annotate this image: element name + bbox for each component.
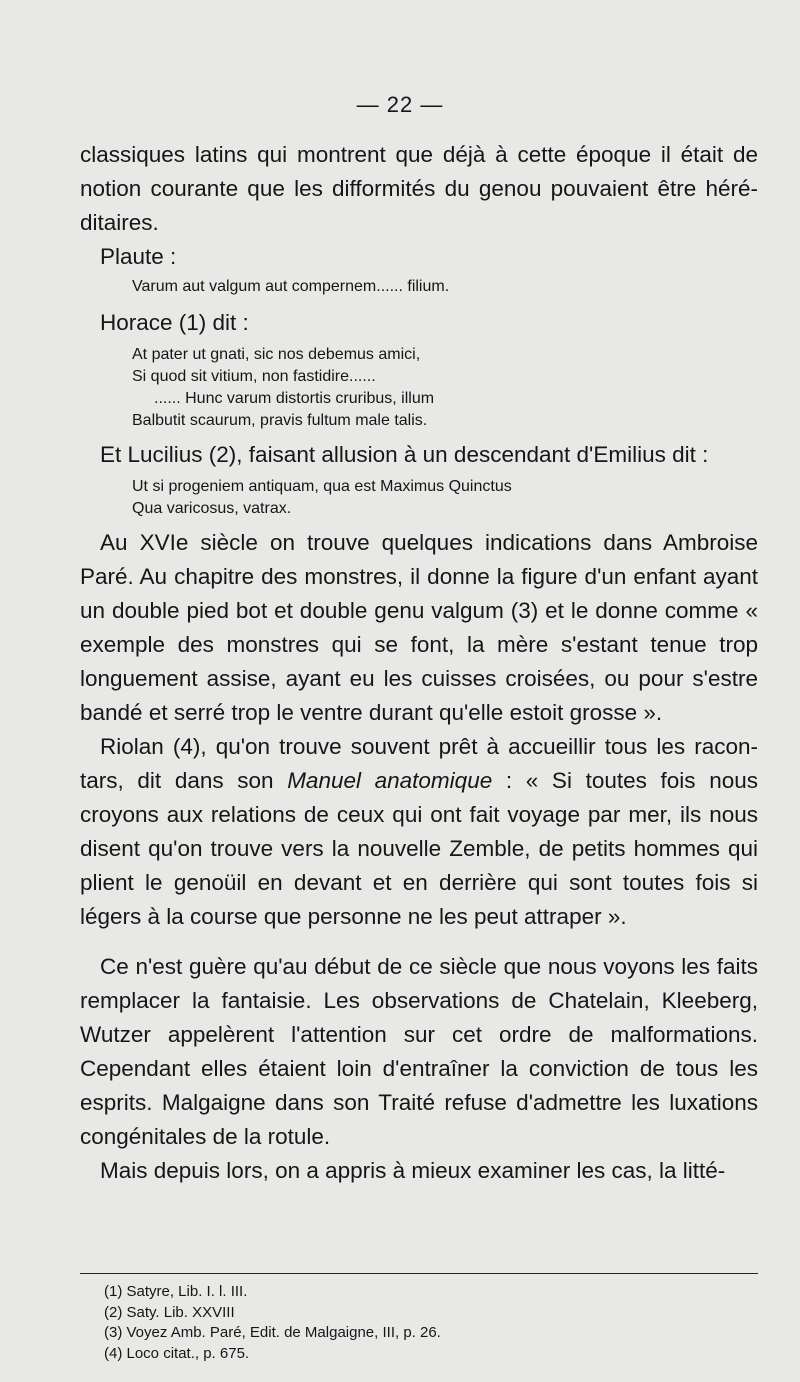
paragraph-pare: Au XVIe siècle on trouve quelques indications dans Ambroise Paré. Au chapitre des monstres, il donne la figure d'un enfant ayant un double pied bot et double genu valgum (3) et le donne comme « exemple des monstres qui se font, la mère s'estant tenue trop longuement assise, ayant eu les cuisses croisées, ou pour s'estre bandé et serré trop le ventre durant qu'elle estoit grosse ». [80, 530, 758, 725]
footnote: (4) Loco citat., p. 675. [104, 1344, 250, 1362]
plaute-label: Plaute : [100, 244, 177, 269]
lucilius-quote [80, 476, 758, 520]
horace-quote-line: ...... Hunc varum distortis cruribus, illum [154, 390, 435, 407]
footnote-divider [80, 1273, 758, 1274]
lucilius-quote-line: Qua varicosus, vatrax. [132, 500, 292, 517]
main-text [80, 138, 758, 1188]
lucilius-intro: Et Lucilius (2), faisant allusion à un descendant d'Emilius dit : [100, 442, 709, 467]
riolan-text-start: Riolan (4), qu'on trouve souvent prêt à accueillir tous les racon-tars, dit dans son [80, 734, 758, 793]
riolan-book-title: Manuel anatomique [287, 768, 493, 793]
paragraph-intro: classiques latins qui montrent que déjà à cette époque il était de notion courante que les difformités du genou pouvaient être héré-ditaires. [80, 142, 758, 235]
horace-label: Horace (1) dit : [100, 310, 249, 335]
horace-quote-line: At pater ut gnati, sic nos debemus amici, [132, 346, 421, 363]
lucilius-quote-line: Ut si progeniem antiquam, qua est Maximus Quinctus [132, 478, 512, 495]
paragraph-mais: Mais depuis lors, on a appris à mieux examiner les cas, la litté- [100, 1158, 726, 1183]
footnote: (2) Saty. Lib. XXVIII [104, 1303, 235, 1321]
page-number: — 22 — [356, 92, 444, 117]
horace-quote [80, 344, 758, 432]
horace-quote-line: Balbutit scaurum, pravis fultum male talis. [132, 412, 428, 429]
paragraph-riolan [80, 730, 758, 934]
footnotes [80, 1282, 758, 1364]
riolan-text-end: : « Si toutes fois nous croyons aux relations de ceux qui ont fait voyage par mer, ils nous disent qu'on trouve vers la nouvelle Zemble, de petits hommes qui plient le genoüil en devant et en derrière qui sont toutes fois si légers à la course que personne ne les peut attraper ». [80, 768, 758, 929]
footnote: (3) Voyez Amb. Paré, Edit. de Malgaigne, III, p. 26. [104, 1324, 441, 1341]
horace-quote-line: Si quod sit vitium, non fastidire...... [132, 368, 376, 385]
footnote: (1) Satyre, Lib. I. l. III. [104, 1283, 248, 1300]
paragraph-siecle: Ce n'est guère qu'au début de ce siècle que nous voyons les faits remplacer la fantaisie. Les observations de Chatelain, Kleeberg, Wutzer appelèrent l'attention sur cet ordre de malformations. Cependant elles étaient loin d'entraîner la conviction de tous les esprits. Malgaigne dans son Traité refuse d'admettre les luxations congénitales de la rotule. [80, 954, 758, 1149]
plaute-quote: Varum aut valgum aut compernem...... filium. [132, 278, 450, 295]
